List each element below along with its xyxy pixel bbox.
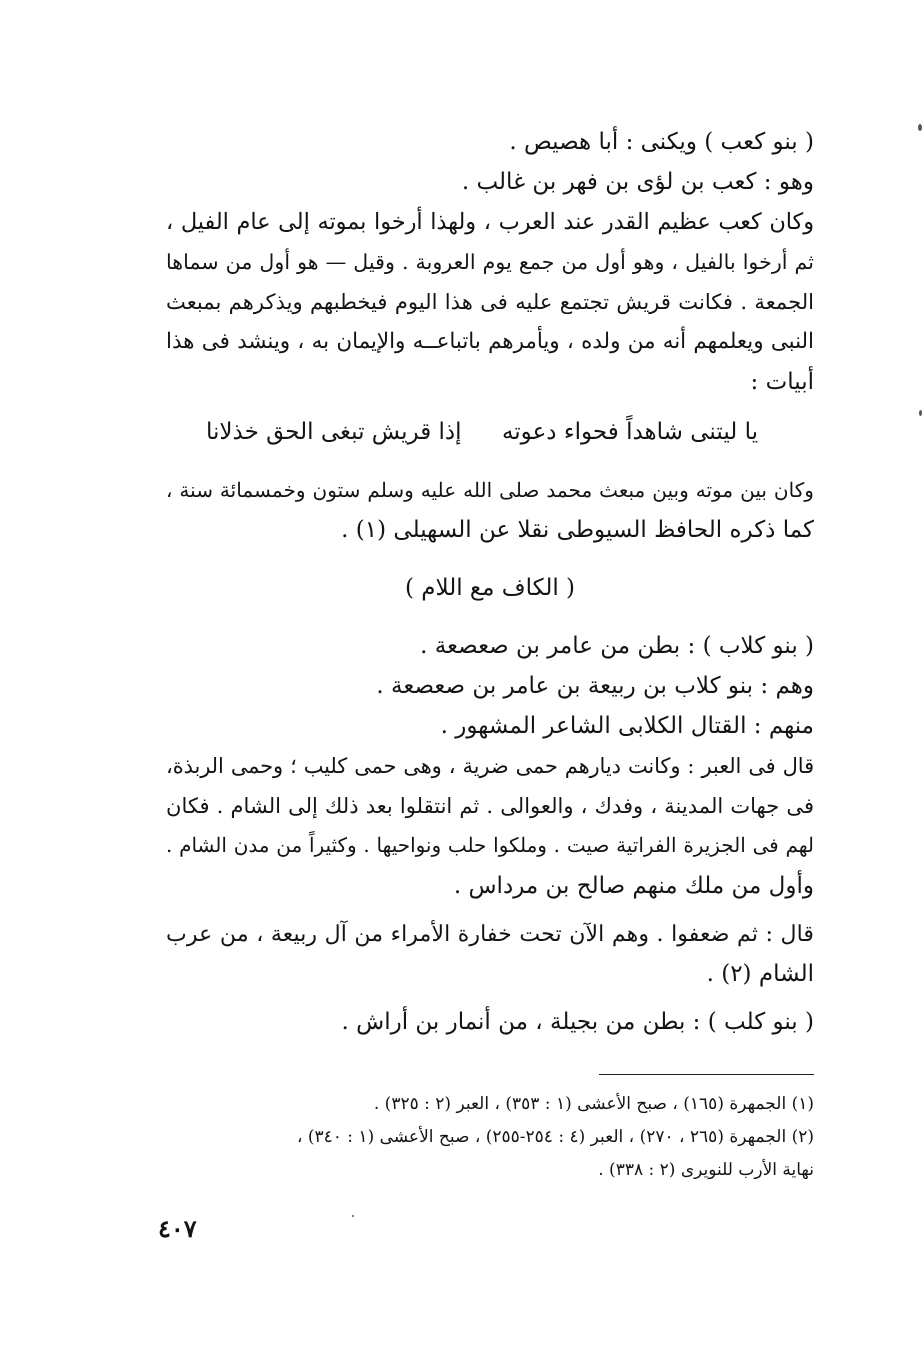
paragraph-line: الجمعة . فكانت قريش تجتمع عليه فى هذا اليوم فيخطبهم ويذكرهم بمبعث: [166, 289, 814, 314]
page-number: ٤٠٧: [158, 1214, 197, 1243]
entry-line: منهم : القتال الكلابى الشاعر المشهور .: [440, 713, 814, 739]
poem-verse: [166, 412, 814, 452]
paragraph-line: وأول من ملك منهم صالح بن مرداس .: [453, 873, 814, 899]
entry-line: ( بنو كعب ) ويكنى : أبا هصيص .: [509, 129, 814, 155]
paragraph-line: قال فى العبر : وكانت ديارهم حمى ضرية ، وهى حمى كليب ؛ وحمى الربذة،: [166, 754, 814, 778]
paragraph-line: وكان كعب عظيم القدر عند العرب ، ولهذا أرخوا بموته إلى عام الفيل ،: [166, 209, 814, 235]
paragraph-line: قال : ثم ضعفوا . وهم الآن تحت خفارة الأمراء من آل ربيعة ، من عرب: [166, 921, 814, 947]
section-heading: ( الكاف مع اللام ): [404, 575, 576, 601]
paragraph-line: أبيات :: [750, 369, 814, 395]
paragraph: [166, 470, 814, 550]
footnote-separator: [599, 1074, 814, 1075]
paragraph-line: ثم أرخوا بالفيل ، وهو أول من جمع يوم العروبة . وقيل — هو أول من سماها: [166, 250, 814, 274]
footnotes: [166, 1088, 814, 1187]
entry-line: وهم : بنو كلاب بن ربيعة بن عامر بن صعصعة .: [376, 673, 814, 699]
verse-second-hemistich: إذا قريش تبغى الحق خذلانا: [206, 419, 462, 445]
paragraph-line: فى جهات المدينة ، وفدك ، والعوالى . ثم انتقلوا بعد ذلك إلى الشام . فكان: [166, 793, 814, 818]
paragraph-line: النبى ويعلمهم أنه من ولده ، ويأمرهم باتباعــه والإيمان به ، وينشد فى هذا: [166, 329, 814, 354]
paragraph-line: الشام (٢) .: [706, 961, 814, 987]
entry-line: وهو : كعب بن لؤى بن فهر بن غالب .: [461, 169, 814, 195]
paragraph: [166, 914, 814, 994]
main-text: [166, 122, 814, 1042]
scan-speck: [919, 410, 922, 416]
entry-line: ( بنو كلب ) : بطن من بجيلة ، من أنمار بن أراش .: [341, 1009, 814, 1035]
paragraph-line: لهم فى الجزيرة الفراتية صيت . وملكوا حلب ونواحيها . وكثيراً من مدن الشام .: [166, 834, 814, 857]
paragraph: [166, 746, 814, 906]
footnote-line: (١) الجمهرة (١٦٥) ، صبح الأعشى (١ : ٣٥٣) ، العبر (٢ : ٣٢٥) .: [373, 1094, 814, 1114]
entry-line: ( بنو كلاب ) : بطن من عامر بن صعصعة .: [420, 633, 814, 659]
footnote-line: نهاية الأرب للنويرى (٢ : ٣٣٨) .: [598, 1160, 814, 1180]
paragraph: [166, 202, 814, 402]
scan-speck: [918, 124, 922, 131]
scan-speck: [352, 1215, 354, 1217]
paragraph-line: وكان بين موته وبين مبعث محمد صلى الله عليه وسلم ستون وخمسمائة سنة ،: [166, 478, 814, 502]
verse-first-hemistich: يا ليتنى شاهداً فحواء دعوته: [501, 419, 758, 445]
footnote-line: (٢) الجمهرة (٢٦٥ ، ٢٧٠) ، العبر (٤ : ٢٥٤-٢٥٥) ، صبح الأعشى (١ : ٣٤٠) ،: [296, 1127, 814, 1147]
paragraph-line: كما ذكره الحافظ السيوطى نقلا عن السهيلى (١) .: [341, 517, 814, 543]
